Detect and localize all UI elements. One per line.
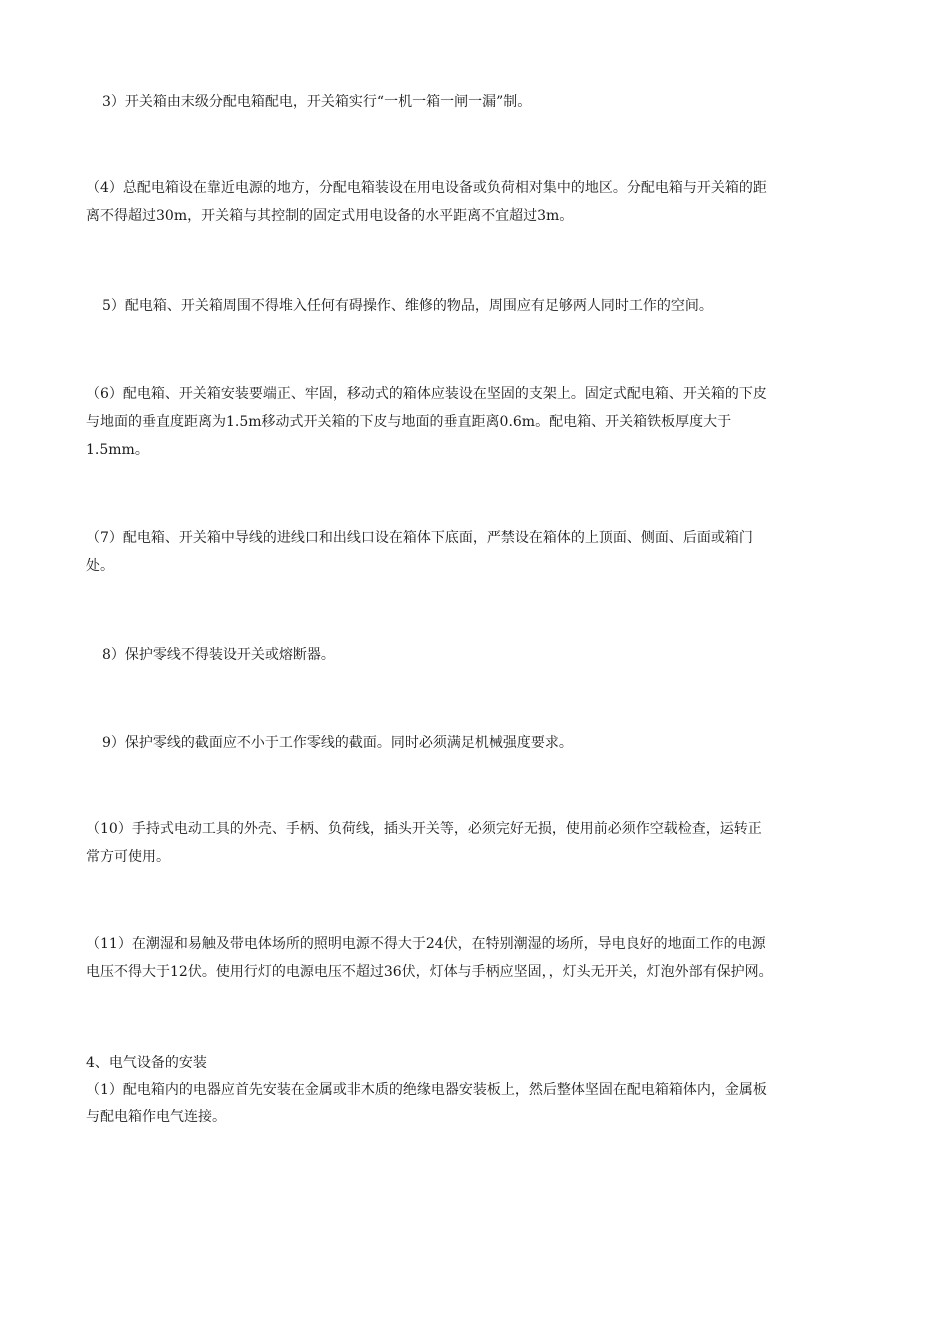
paragraph-line: （6）配电箱、开关箱安装要端正、牢固，移动式的箱体应装设在坚固的支架上。固定式配电箱、开关箱的下皮 [86, 386, 767, 402]
section-heading: 4、电气设备的安装 [86, 1055, 207, 1071]
paragraph-line: 8）保护零线不得装设开关或熔断器。 [102, 647, 335, 663]
paragraph-line: 常方可使用。 [86, 849, 170, 865]
section-4-equipment-installation [86, 1050, 876, 1131]
paragraph-3 [86, 88, 892, 116]
paragraph-9 [86, 729, 892, 757]
paragraph-7 [86, 524, 876, 580]
paragraph-5 [86, 292, 892, 320]
paragraph-line: 1.5mm。 [86, 442, 149, 458]
paragraph-line: 5）配电箱、开关箱周围不得堆入任何有碍操作、维修的物品，周围应有足够两人同时工作的空间。 [102, 298, 713, 314]
paragraph-11 [86, 930, 876, 986]
paragraph-line: （1）配电箱内的电器应首先安装在金属或非木质的绝缘电器安装板上，然后整体坚固在配电箱箱体内，金属板 [86, 1082, 767, 1098]
paragraph-line: 电压不得大于12伏。使用行灯的电源电压不超过36伏，灯体与手柄应坚固，，灯头无开关，灯泡外部有保护网。 [86, 964, 773, 980]
paragraph-8 [86, 641, 892, 669]
paragraph-line: 与地面的垂直度距离为1.5m移动式开关箱的下皮与地面的垂直距离0.6m。配电箱、开关箱铁板厚度大于 [86, 414, 732, 430]
paragraph-6 [86, 380, 876, 464]
paragraph-line: （10）手持式电动工具的外壳、手柄、负荷线，插头开关等，必须完好无损，使用前必须作空载检查，运转正 [86, 821, 762, 837]
paragraph-line: 3）开关箱由末级分配电箱配电，开关箱实行“一机一箱一闸一漏”制。 [102, 94, 532, 110]
paragraph-line: （4）总配电箱设在靠近电源的地方，分配电箱装设在用电设备或负荷相对集中的地区。分配电箱与开关箱的距 [86, 180, 767, 196]
paragraph-line: 9）保护零线的截面应不小于工作零线的截面。同时必须满足机械强度要求。 [102, 735, 573, 751]
paragraph-line: 处。 [86, 558, 114, 574]
paragraph-line: 离不得超过30m，开关箱与其控制的固定式用电设备的水平距离不宜超过3m。 [86, 208, 574, 224]
paragraph-10 [86, 815, 876, 871]
paragraph-line: （7）配电箱、开关箱中导线的进线口和出线口设在箱体下底面，严禁设在箱体的上顶面、侧面、后面或箱门 [86, 530, 753, 546]
paragraph-line: 与配电箱作电气连接。 [86, 1109, 226, 1125]
paragraph-4 [86, 174, 876, 230]
paragraph-line: （11）在潮湿和易触及带电体场所的照明电源不得大于24伏，在特别潮湿的场所，导电良好的地面工作的电源 [86, 936, 766, 952]
